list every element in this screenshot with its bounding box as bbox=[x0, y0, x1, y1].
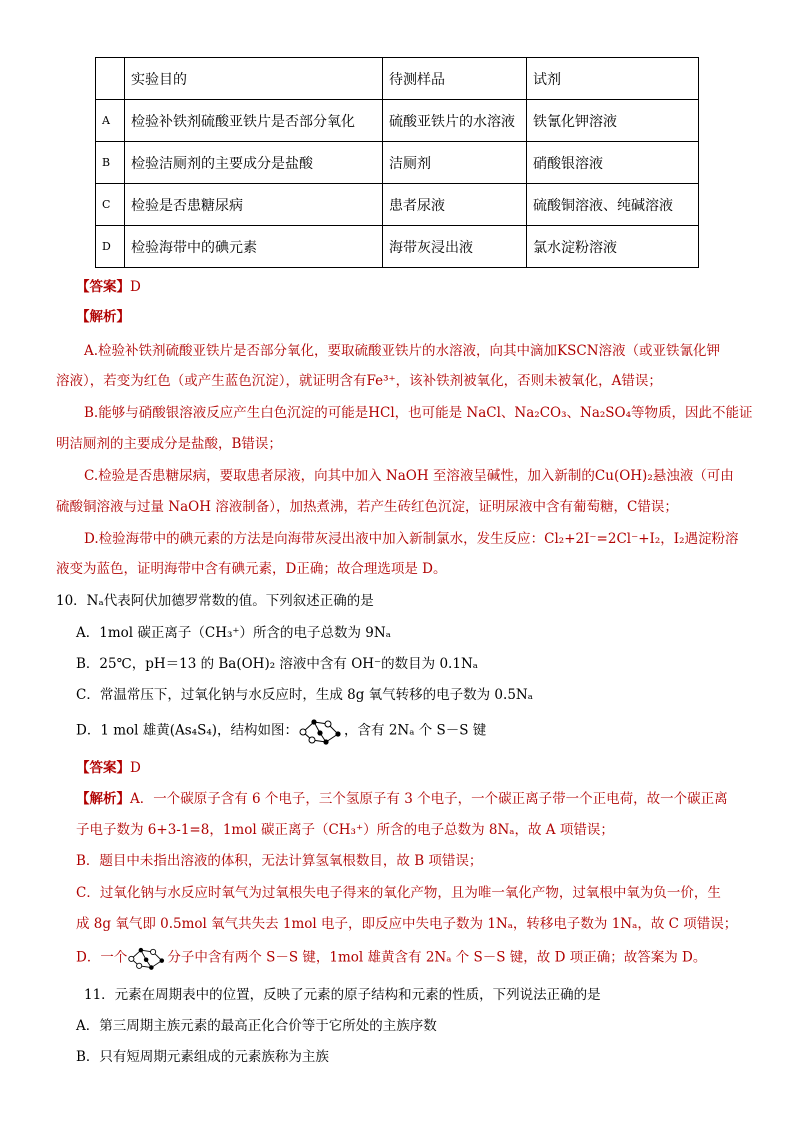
table-cell: 患者尿液 bbox=[383, 184, 527, 226]
table-cell: 检验海带中的碘元素 bbox=[125, 226, 383, 268]
realgar-structure-icon bbox=[298, 716, 344, 746]
q10-analysis-b: B．题目中未指出溶液的体积，无法计算氢氧根数目，故 B 项错误； bbox=[76, 853, 483, 869]
q10-analysis-a-line2: 子电子数为 6+3-1=8，1mol 碳正离子（CH₃⁺）所含的电子总数为 8Nₐ，故 A 项错误； bbox=[76, 822, 614, 838]
table-cell: 洁厕剂 bbox=[383, 142, 527, 184]
table-row bbox=[96, 184, 699, 226]
q9-answer bbox=[76, 275, 141, 295]
q9-analysis-a-line1: A.检验补铁剂硫酸亚铁片是否部分氧化，要取硫酸亚铁片的水溶液，向其中滴加KSCN溶液（或亚铁氰化钾 bbox=[84, 343, 721, 359]
q11-option-b: B．只有短周期元素组成的元素族称为主族 bbox=[76, 1049, 329, 1065]
table-cell: 检验是否患糖尿病 bbox=[125, 184, 383, 226]
q9-analysis-b-line2: 明洁厕剂的主要成分是盐酸，B错误； bbox=[56, 436, 282, 452]
table-row bbox=[96, 142, 699, 184]
answer-tag: 【答案】 bbox=[76, 760, 130, 776]
q10-answer bbox=[76, 756, 141, 776]
q10-option-d bbox=[76, 716, 486, 746]
q10-stem: 10．Nₐ代表阿伏加德罗常数的值。下列叙述正确的是 bbox=[56, 593, 374, 609]
q11-stem: 11．元素在周期表中的位置，反映了元素的原子结构和元素的性质，下列说法正确的是 bbox=[84, 987, 601, 1003]
q10-analysis-d-suffix: 分子中含有两个 S－S 键，1mol 雄黄含有 2Nₐ 个 S－S 键，故 D 项正确；故答案为 D。 bbox=[167, 949, 707, 966]
table-cell: 硫酸亚铁片的水溶液 bbox=[383, 100, 527, 142]
q10-option-d-suffix: ，含有 2Nₐ 个 S－S 键 bbox=[344, 722, 487, 739]
q10-analysis-c-line2: 成 8g 氧气即 0.5mol 氧气共失去 1mol 电子，即反应中失电子数为 1Nₐ，转移电子数为 1Nₐ，故 C 项错误； bbox=[76, 916, 738, 932]
table-cell: 检验洁厕剂的主要成分是盐酸 bbox=[125, 142, 383, 184]
q10-analysis-a-line1 bbox=[76, 787, 728, 807]
table-cell: 硝酸银溶液 bbox=[527, 142, 699, 184]
q10-option-b: B．25℃，pH＝13 的 Ba(OH)₂ 溶液中含有 OH⁻的数目为 0.1Nₐ bbox=[76, 656, 478, 672]
table-cell: 海带灰浸出液 bbox=[383, 226, 527, 268]
q10-option-d-prefix: D．1 mol 雄黄(As₄S₄)，结构如图： bbox=[76, 722, 299, 739]
table-cell: A bbox=[96, 100, 125, 142]
table-header-cell bbox=[96, 58, 125, 100]
q10-option-c: C．常温常压下，过氧化钠与水反应时，生成 8g 氧气转移的电子数为 0.5Nₐ bbox=[76, 687, 533, 703]
table-cell: 硫酸铜溶液、纯碱溶液 bbox=[527, 184, 699, 226]
table-cell: 氯水淀粉溶液 bbox=[527, 226, 699, 268]
table-header-row bbox=[96, 58, 699, 100]
table-cell: C bbox=[96, 184, 125, 226]
table-cell: B bbox=[96, 142, 125, 184]
q10-analysis-d-prefix: D．一个 bbox=[76, 949, 128, 966]
table-cell: D bbox=[96, 226, 125, 268]
q9-analysis-b-line1: B.能够与硝酸银溶液反应产生白色沉淀的可能是HCl，也可能是 NaCl、Na₂CO₃、Na₂SO₄等物质，因此不能证 bbox=[84, 405, 753, 421]
q9-analysis-a-line2: 溶液），若变为红色（或产生蓝色沉淀），就证明含有Fe³⁺，该补铁剂被氧化，否则未被氧化，A错误； bbox=[56, 373, 662, 389]
analysis-text: A．一个碳原子含有 6 个电子，三个氢原子有 3 个电子，一个碳正离子带一个正电荷，故一个碳正离 bbox=[130, 791, 728, 807]
answer-value: D bbox=[130, 760, 141, 776]
table-row bbox=[96, 100, 699, 142]
analysis-tag: 【解析】 bbox=[76, 791, 130, 807]
q11-option-a: A．第三周期主族元素的最高正化合价等于它所处的主族序数 bbox=[76, 1018, 437, 1034]
answer-value: D bbox=[130, 279, 141, 295]
q9-analysis-tag: 【解析】 bbox=[76, 309, 130, 325]
q9-analysis-c-line1: C.检验是否患糖尿病，要取患者尿液，向其中加入 NaOH 至溶液呈碱性，加入新制的Cu(OH)₂悬浊液（可由 bbox=[84, 468, 734, 484]
realgar-structure-icon bbox=[127, 944, 167, 972]
table-header-cell: 待测样品 bbox=[383, 58, 527, 100]
q10-option-a: A．1mol 碳正离子（CH₃⁺）所含的电子总数为 9Nₐ bbox=[76, 625, 391, 641]
experiment-table bbox=[95, 57, 699, 268]
q10-analysis-c-line1: C．过氧化钠与水反应时氧气为过氧根失电子得来的氧化产物，且为唯一氧化产物，过氧根中氧为负一价，生 bbox=[76, 885, 721, 901]
q10-analysis-d bbox=[76, 944, 706, 972]
table-header-cell: 试剂 bbox=[527, 58, 699, 100]
q9-analysis-d-line2: 液变为蓝色，证明海带中含有碘元素，D正确；故合理选项是 D。 bbox=[56, 561, 447, 577]
q9-analysis-d-line1: D.检验海带中的碘元素的方法是向海带灰浸出液中加入新制氯水，发生反应：Cl₂+2I⁻=2Cl⁻+I₂，I₂遇淀粉溶 bbox=[84, 531, 739, 547]
answer-tag: 【答案】 bbox=[76, 279, 130, 295]
table-cell: 检验补铁剂硫酸亚铁片是否部分氧化 bbox=[125, 100, 383, 142]
table-header-cell: 实验目的 bbox=[125, 58, 383, 100]
q9-analysis-c-line2: 硫酸铜溶液与过量 NaOH 溶液制备），加热煮沸，若产生砖红色沉淀，证明尿液中含有葡萄糖，C错误； bbox=[56, 499, 678, 515]
table-cell: 铁氰化钾溶液 bbox=[527, 100, 699, 142]
table-row bbox=[96, 226, 699, 268]
